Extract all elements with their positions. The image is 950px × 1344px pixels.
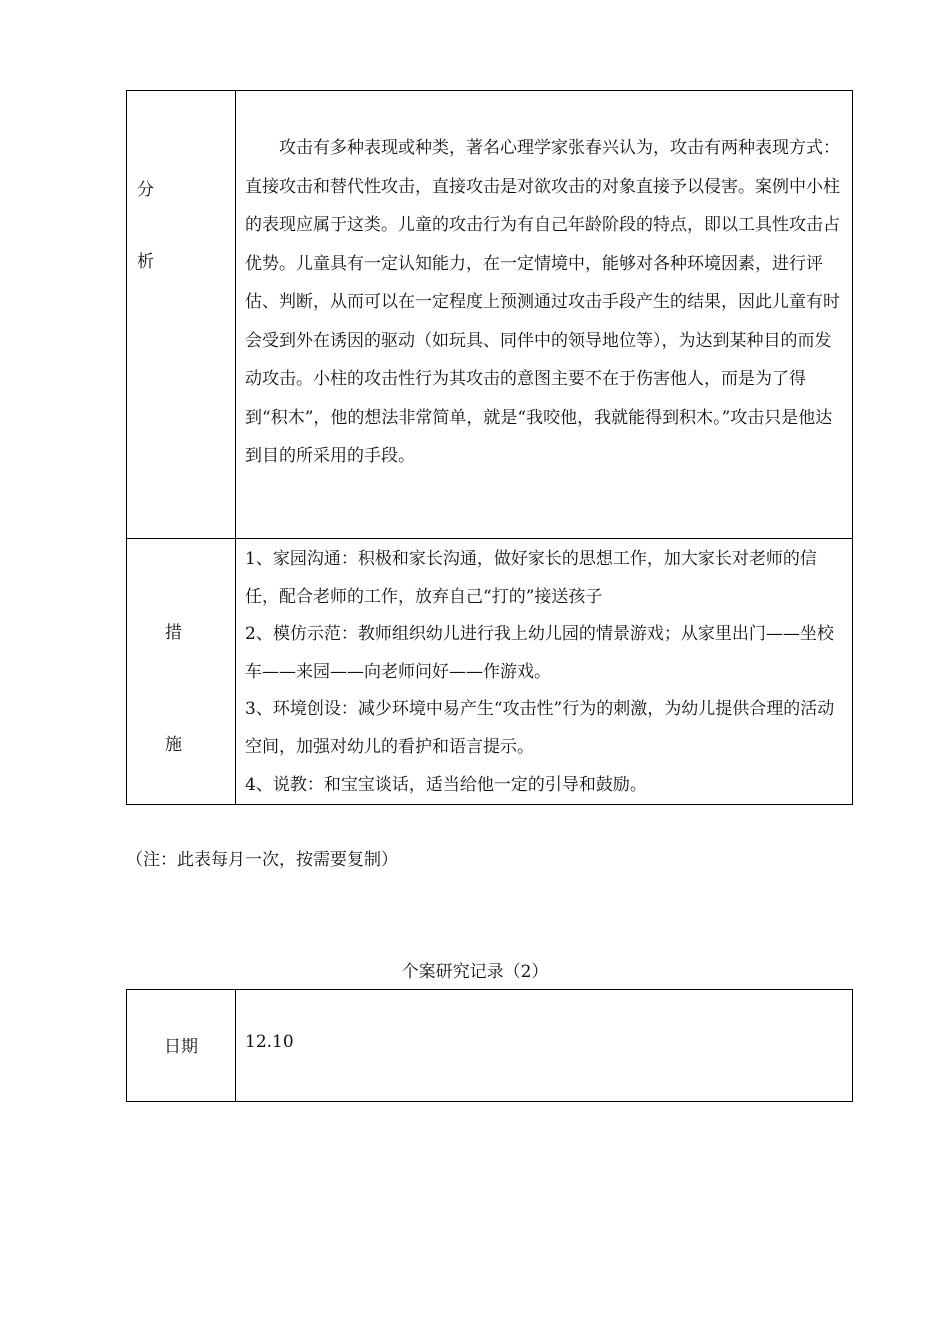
measures-text xyxy=(236,539,853,805)
analysis-label-char-2: 析 xyxy=(137,252,154,272)
analysis-label-char-1: 分 xyxy=(137,180,154,200)
measures-label-char-1: 措 xyxy=(165,623,182,643)
date-row xyxy=(127,990,853,1102)
measure-item-2: 2、模仿示范：教师组织幼儿进行我上幼儿园的情景游戏；从家里出门——坐校车——来园——向老师问好——作游戏。 xyxy=(245,624,834,682)
date-value: 12.10 xyxy=(236,990,853,1102)
analysis-label-cell xyxy=(127,91,236,539)
measure-item-1: 1、家园沟通：积极和家长沟通，做好家长的思想工作，加大家长对老师的信任，配合老师的工作，放弃自己“打的”接送孩子 xyxy=(245,549,817,607)
table-note: （注：此表每月一次，按需要复制） xyxy=(126,850,398,870)
measure-item-3: 3、环境创设：减少环境中易产生“攻击性”行为的刺激，为幼儿提供合理的活动空间，加强对幼儿的看护和语言提示。 xyxy=(245,699,835,757)
record-2-title: 个案研究记录（2） xyxy=(401,962,549,982)
analysis-text: 攻击有多种表现或种类，著名心理学家张春兴认为，攻击有两种表现方式：直接攻击和替代性攻击，直接攻击是对欲攻击的对象直接予以侵害。案例中小柱的表现应属于这类。儿童的攻击行为有自己年龄阶段的特点，即以工具性攻击占优势。儿童具有一定认知能力，在一定情境中，能够对各种环境因素，进行评估、判断，从而可以在一定程度上预测通过攻击手段产生的结果，因此儿童有时会受到外在诱因的驱动（如玩具、同伴中的领导地位等），为达到某种目的而发动攻击。小柱的攻击性行为其攻击的意图主要不在于伤害他人，而是为了得到“积木”，他的想法非常简单，就是“我咬他，我就能得到积木。”攻击只是他达到目的所采用的手段。 xyxy=(236,91,853,539)
measures-row xyxy=(127,539,853,805)
analysis-row xyxy=(127,91,853,539)
case-analysis-table xyxy=(126,90,853,805)
date-label: 日期 xyxy=(127,990,236,1102)
measures-label-cell xyxy=(127,539,236,805)
measures-label-char-2: 施 xyxy=(165,735,182,755)
record-2-table xyxy=(126,989,853,1102)
measure-item-4: 4、说教：和宝宝谈话，适当给他一定的引导和鼓励。 xyxy=(245,774,647,795)
